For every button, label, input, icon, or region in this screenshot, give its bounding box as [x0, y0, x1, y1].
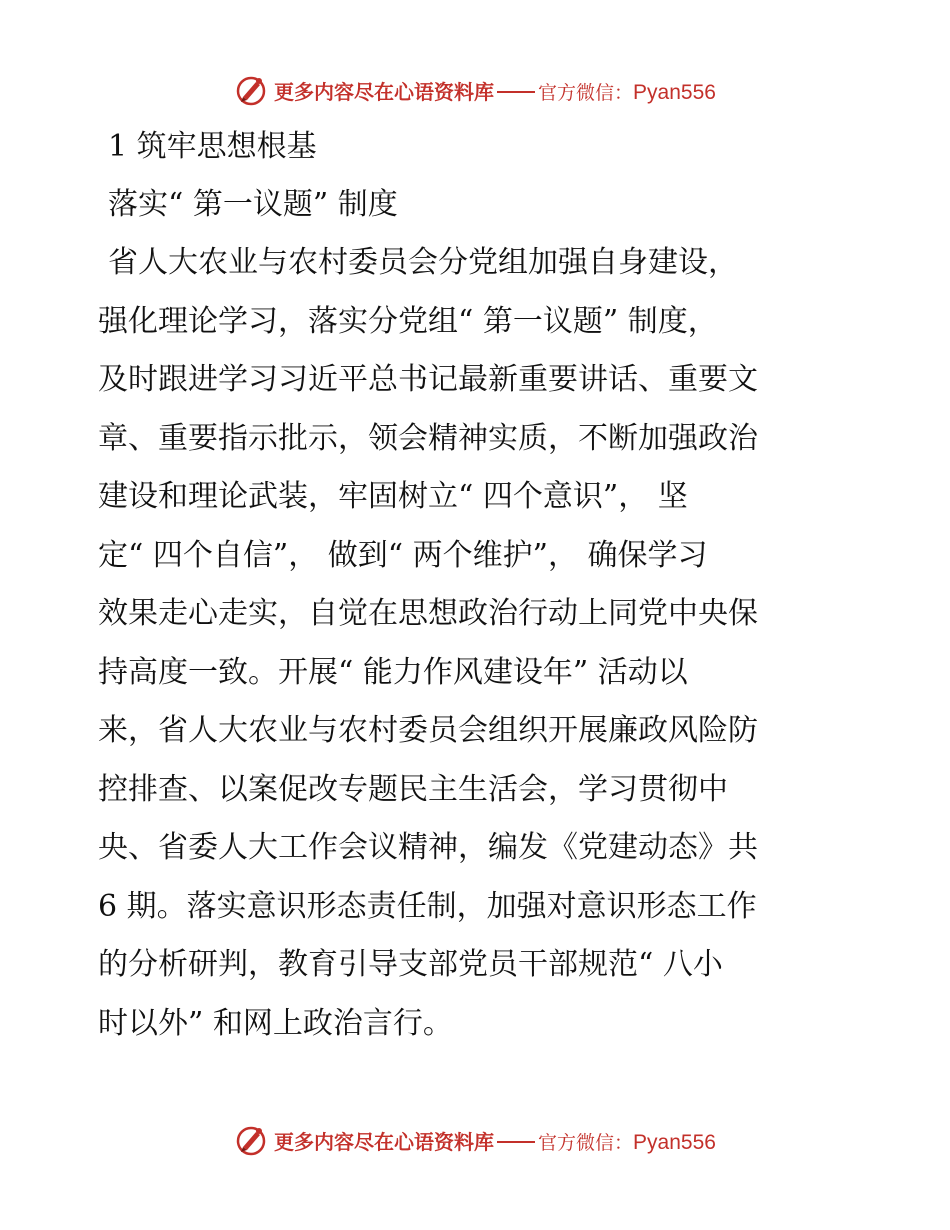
paragraph-line: 定“ 四个自信”， 做到“ 两个维护”， 确保学习	[98, 537, 708, 573]
pen-logo-icon	[234, 1123, 268, 1157]
paragraph-line: 央、省委人大工作会议精神，编发《党建动态》共	[98, 830, 758, 865]
paragraph-line: 章、重要指示批示，领会精神实质，不断加强政治	[98, 420, 758, 456]
paragraph-line: 控排查、以案促改专题民主生活会，学习贯彻中	[98, 771, 728, 807]
paragraph-line: 6 期。落实意识形态责任制，加强对意识形态工作	[98, 888, 757, 924]
banner-secondary-text: 官方微信：	[538, 81, 634, 104]
document-body	[98, 118, 858, 1053]
paragraph-line: 时以外” 和网上政治言行。	[98, 1005, 453, 1041]
banner-primary-text: 更多内容尽在心语资料库	[274, 1129, 495, 1154]
footer-banner	[0, 1120, 950, 1160]
section-heading: 1 筑牢思想根基	[108, 129, 317, 164]
paragraph-line: 来，省人大农业与农村委员会组织开展廉政风险防	[98, 713, 758, 748]
paragraph-line: 省人大农业与农村委员会分党组加强自身建设，	[108, 245, 738, 280]
banner-secondary-text: 官方微信：	[538, 1131, 634, 1154]
paragraph-line: 效果走心走实，自觉在思想政治行动上同党中央保	[98, 596, 758, 631]
subheading: 落实“ 第一议题” 制度	[108, 187, 398, 222]
body-paragraph	[98, 234, 858, 1053]
paragraph-line: 持高度一致。开展“ 能力作风建设年” 活动以	[98, 654, 688, 690]
paragraph-line: 及时跟进学习习近平总书记最新重要讲话、重要文	[98, 362, 758, 397]
banner-wechat-id: Pyan556	[633, 80, 716, 104]
header-banner	[0, 70, 950, 110]
banner-dash	[497, 91, 535, 93]
pen-logo-icon	[234, 73, 268, 107]
banner-dash	[497, 1141, 535, 1143]
paragraph-line: 的分析研判，教育引导支部党员干部规范“ 八小	[98, 947, 723, 982]
banner-wechat-id: Pyan556	[633, 1130, 716, 1154]
paragraph-line: 建设和理论武装，牢固树立“ 四个意识”， 坚	[98, 479, 688, 514]
banner-primary-text: 更多内容尽在心语资料库	[274, 79, 495, 104]
paragraph-line: 强化理论学习，落实分党组“ 第一议题” 制度，	[98, 303, 718, 339]
